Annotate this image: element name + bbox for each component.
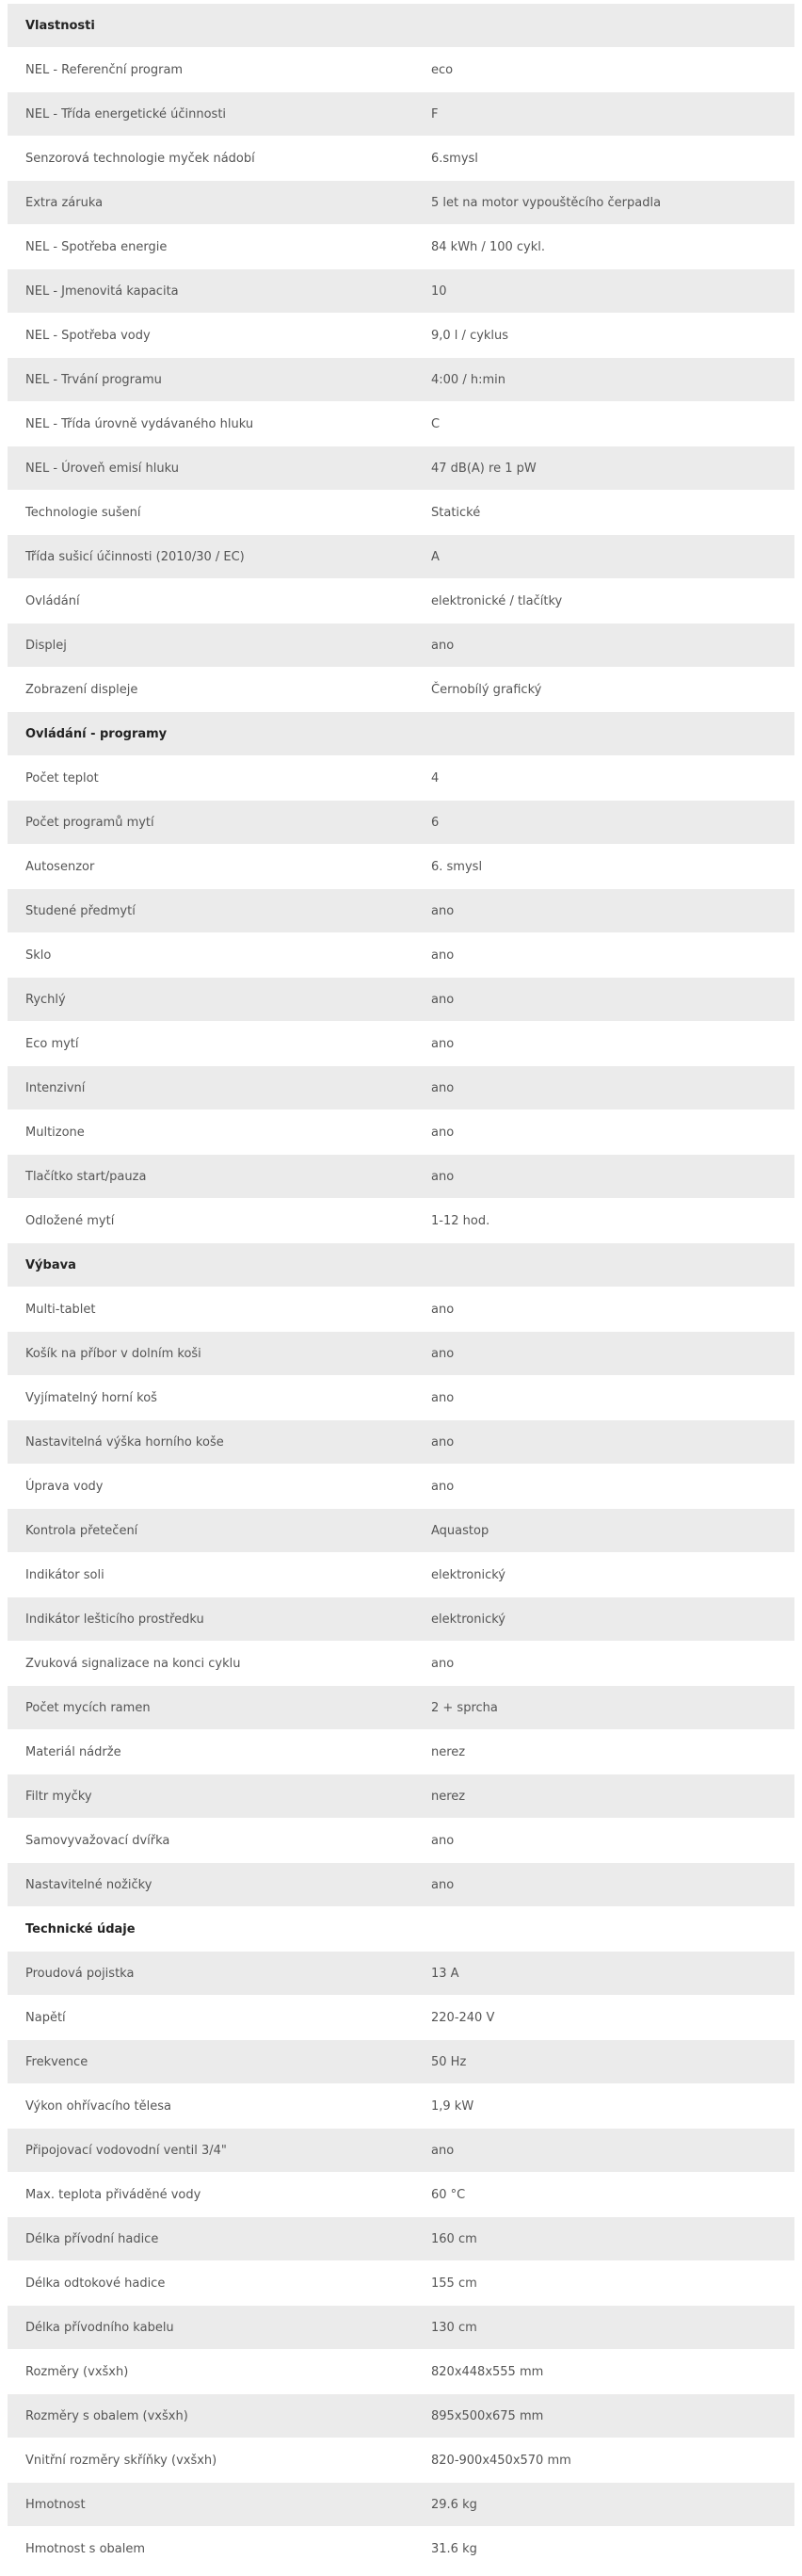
section-title: Technické údaje — [8, 1907, 411, 1952]
spec-value: 820-900x450x570 mm — [411, 2438, 794, 2483]
spec-row — [8, 1952, 794, 1996]
spec-row — [8, 579, 794, 624]
spec-label: Samovyvažovací dvířka — [8, 1819, 411, 1863]
spec-value: 2 + sprcha — [411, 1686, 794, 1730]
spec-row — [8, 801, 794, 845]
spec-value: 60 °C — [411, 2173, 794, 2217]
spec-value: ano — [411, 1066, 794, 1110]
spec-row — [8, 491, 794, 535]
spec-row — [8, 889, 794, 933]
spec-row — [8, 1730, 794, 1774]
spec-value: 130 cm — [411, 2306, 794, 2350]
spec-label: NEL - Třída úrovně vydávaného hluku — [8, 402, 411, 446]
spec-label: Autosenzor — [8, 845, 411, 889]
spec-label: Max. teplota přiváděné vody — [8, 2173, 411, 2217]
spec-value: 6. smysl — [411, 845, 794, 889]
spec-row — [8, 1155, 794, 1199]
spec-row — [8, 2483, 794, 2527]
spec-label: Rozměry s obalem (vxšxh) — [8, 2394, 411, 2438]
spec-row — [8, 2217, 794, 2261]
section-header — [8, 1243, 794, 1288]
spec-row — [8, 1996, 794, 2040]
spec-value: 10 — [411, 269, 794, 314]
section-header-empty-cell — [411, 1243, 794, 1288]
spec-label: Rychlý — [8, 978, 411, 1022]
spec-value: ano — [411, 978, 794, 1022]
spec-value: ano — [411, 2129, 794, 2173]
spec-value: 160 cm — [411, 2217, 794, 2261]
spec-label: Technologie sušení — [8, 491, 411, 535]
spec-row — [8, 1288, 794, 1332]
section-header-empty-cell — [411, 712, 794, 756]
spec-row — [8, 624, 794, 668]
spec-value: 5 let na motor vypouštěcího čerpadla — [411, 181, 794, 225]
spec-value: 6.smysl — [411, 137, 794, 181]
section-header — [8, 4, 794, 48]
spec-row — [8, 1066, 794, 1110]
spec-label: Odložené mytí — [8, 1199, 411, 1243]
spec-label: Filtr myčky — [8, 1774, 411, 1819]
section-title: Výbava — [8, 1243, 411, 1288]
spec-row — [8, 1022, 794, 1066]
spec-row — [8, 2394, 794, 2438]
spec-table-body — [8, 4, 794, 2571]
spec-label: NEL - Spotřeba energie — [8, 225, 411, 269]
spec-value: 155 cm — [411, 2261, 794, 2306]
spec-row — [8, 2261, 794, 2306]
spec-row — [8, 756, 794, 801]
spec-row — [8, 2527, 794, 2571]
spec-label: Hmotnost — [8, 2483, 411, 2527]
spec-label: Vyjímatelný horní koš — [8, 1376, 411, 1420]
spec-value: elektronické / tlačítky — [411, 579, 794, 624]
spec-value: ano — [411, 933, 794, 978]
spec-label: Ovládání — [8, 579, 411, 624]
spec-label: Výkon ohřívacího tělesa — [8, 2084, 411, 2129]
spec-label: Indikátor soli — [8, 1553, 411, 1597]
spec-value: ano — [411, 1110, 794, 1155]
spec-row — [8, 535, 794, 579]
spec-label: Košík na příbor v dolním koši — [8, 1332, 411, 1376]
spec-label: Zvuková signalizace na konci cyklu — [8, 1642, 411, 1686]
spec-row — [8, 1686, 794, 1730]
spec-value: 47 dB(A) re 1 pW — [411, 446, 794, 491]
spec-value: ano — [411, 1420, 794, 1465]
spec-value: 13 A — [411, 1952, 794, 1996]
spec-value: 31.6 kg — [411, 2527, 794, 2571]
spec-label: Počet teplot — [8, 756, 411, 801]
section-title: Vlastnosti — [8, 4, 411, 48]
spec-label: Senzorová technologie myček nádobí — [8, 137, 411, 181]
spec-row — [8, 1199, 794, 1243]
spec-value: 9,0 l / cyklus — [411, 314, 794, 358]
spec-row — [8, 2084, 794, 2129]
spec-row — [8, 1553, 794, 1597]
spec-label: NEL - Třída energetické účinnosti — [8, 92, 411, 137]
spec-label: Počet programů mytí — [8, 801, 411, 845]
spec-value: 1-12 hod. — [411, 1199, 794, 1243]
spec-row — [8, 1819, 794, 1863]
spec-value: 84 kWh / 100 cykl. — [411, 225, 794, 269]
spec-label: NEL - Jmenovitá kapacita — [8, 269, 411, 314]
spec-row — [8, 181, 794, 225]
spec-row — [8, 1376, 794, 1420]
spec-label: Studené předmytí — [8, 889, 411, 933]
spec-row — [8, 1774, 794, 1819]
spec-label: Intenzivní — [8, 1066, 411, 1110]
spec-label: Sklo — [8, 933, 411, 978]
spec-value: 29.6 kg — [411, 2483, 794, 2527]
spec-label: Napětí — [8, 1996, 411, 2040]
spec-label: Multizone — [8, 1110, 411, 1155]
spec-value: 220-240 V — [411, 1996, 794, 2040]
spec-label: Eco mytí — [8, 1022, 411, 1066]
spec-row — [8, 92, 794, 137]
section-header — [8, 1907, 794, 1952]
spec-value: ano — [411, 1465, 794, 1509]
spec-row — [8, 1110, 794, 1155]
spec-label: NEL - Spotřeba vody — [8, 314, 411, 358]
spec-value: nerez — [411, 1730, 794, 1774]
spec-row — [8, 2173, 794, 2217]
spec-label: Tlačítko start/pauza — [8, 1155, 411, 1199]
spec-label: Zobrazení displeje — [8, 668, 411, 712]
spec-row — [8, 314, 794, 358]
spec-label: Délka odtokové hadice — [8, 2261, 411, 2306]
spec-row — [8, 2040, 794, 2084]
spec-label: Frekvence — [8, 2040, 411, 2084]
spec-value: 4 — [411, 756, 794, 801]
spec-label: Délka přívodní hadice — [8, 2217, 411, 2261]
spec-row — [8, 668, 794, 712]
spec-label: Displej — [8, 624, 411, 668]
spec-value: C — [411, 402, 794, 446]
spec-value: ano — [411, 1642, 794, 1686]
spec-label: Multi-tablet — [8, 1288, 411, 1332]
spec-row — [8, 1863, 794, 1907]
spec-label: Vnitřní rozměry skříňky (vxšxh) — [8, 2438, 411, 2483]
spec-value: ano — [411, 1022, 794, 1066]
spec-row — [8, 358, 794, 402]
spec-label: Nastavitelné nožičky — [8, 1863, 411, 1907]
spec-value: 895x500x675 mm — [411, 2394, 794, 2438]
spec-value: ano — [411, 624, 794, 668]
spec-label: Třída sušicí účinnosti (2010/30 / EC) — [8, 535, 411, 579]
spec-value: A — [411, 535, 794, 579]
spec-label: Délka přívodního kabelu — [8, 2306, 411, 2350]
spec-row — [8, 1332, 794, 1376]
spec-row — [8, 402, 794, 446]
spec-row — [8, 2306, 794, 2350]
spec-value: 4:00 / h:min — [411, 358, 794, 402]
spec-row — [8, 1509, 794, 1553]
spec-value: 1,9 kW — [411, 2084, 794, 2129]
spec-label: Počet mycích ramen — [8, 1686, 411, 1730]
spec-row — [8, 269, 794, 314]
spec-label: Indikátor lešticího prostředku — [8, 1597, 411, 1642]
spec-label: Proudová pojistka — [8, 1952, 411, 1996]
spec-label: Materiál nádrže — [8, 1730, 411, 1774]
spec-row — [8, 933, 794, 978]
spec-label: NEL - Referenční program — [8, 48, 411, 92]
spec-value: ano — [411, 1819, 794, 1863]
spec-value: 6 — [411, 801, 794, 845]
spec-row — [8, 2129, 794, 2173]
spec-value: F — [411, 92, 794, 137]
spec-value: ano — [411, 1288, 794, 1332]
spec-label: Nastavitelná výška horního koše — [8, 1420, 411, 1465]
spec-value: ano — [411, 1863, 794, 1907]
spec-row — [8, 2350, 794, 2394]
spec-label: Úprava vody — [8, 1465, 411, 1509]
spec-label: Kontrola přetečení — [8, 1509, 411, 1553]
spec-value: Černobílý grafický — [411, 668, 794, 712]
spec-value: ano — [411, 1155, 794, 1199]
spec-value: elektronický — [411, 1553, 794, 1597]
section-header — [8, 712, 794, 756]
spec-row — [8, 225, 794, 269]
spec-value: nerez — [411, 1774, 794, 1819]
spec-label: Extra záruka — [8, 181, 411, 225]
spec-value: ano — [411, 1376, 794, 1420]
spec-row — [8, 137, 794, 181]
spec-row — [8, 446, 794, 491]
spec-row — [8, 978, 794, 1022]
spec-value: elektronický — [411, 1597, 794, 1642]
spec-value: ano — [411, 1332, 794, 1376]
spec-row — [8, 1420, 794, 1465]
spec-label: NEL - Trvání programu — [8, 358, 411, 402]
spec-value: Statické — [411, 491, 794, 535]
spec-label: Připojovací vodovodní ventil 3/4" — [8, 2129, 411, 2173]
spec-value: 50 Hz — [411, 2040, 794, 2084]
spec-row — [8, 48, 794, 92]
spec-label: NEL - Úroveň emisí hluku — [8, 446, 411, 491]
spec-table — [8, 4, 794, 2571]
spec-value: eco — [411, 48, 794, 92]
spec-row — [8, 1597, 794, 1642]
spec-value: Aquastop — [411, 1509, 794, 1553]
spec-row — [8, 845, 794, 889]
spec-row — [8, 2438, 794, 2483]
spec-row — [8, 1465, 794, 1509]
spec-row — [8, 1642, 794, 1686]
spec-label: Hmotnost s obalem — [8, 2527, 411, 2571]
spec-label: Rozměry (vxšxh) — [8, 2350, 411, 2394]
spec-value: 820x448x555 mm — [411, 2350, 794, 2394]
spec-value: ano — [411, 889, 794, 933]
section-header-empty-cell — [411, 4, 794, 48]
section-header-empty-cell — [411, 1907, 794, 1952]
section-title: Ovládání - programy — [8, 712, 411, 756]
